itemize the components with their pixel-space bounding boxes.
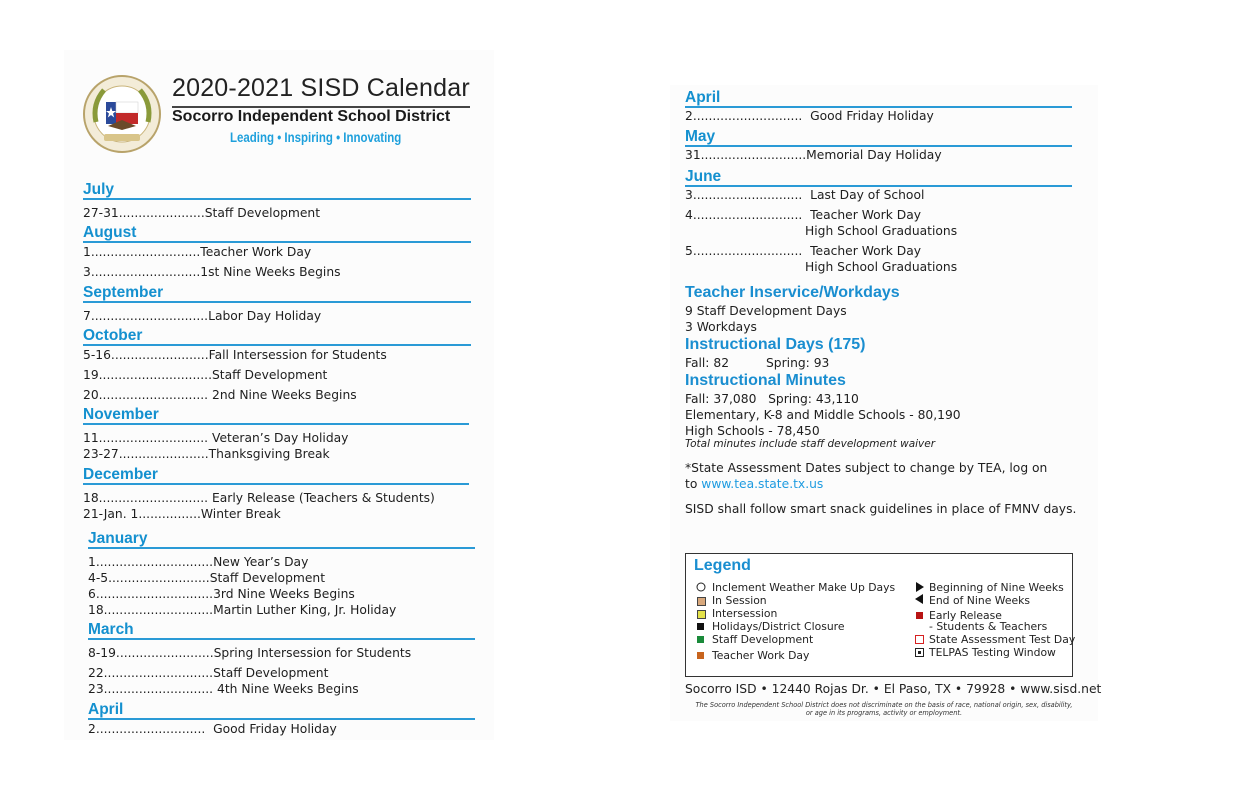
intersession-swatch — [697, 610, 706, 619]
legend-label: Holidays/District Closure — [712, 620, 845, 633]
calendar-entry: 5............................ Teacher Work Day — [685, 244, 922, 258]
legend-label: End of Nine Weeks — [929, 594, 1030, 607]
legend-label: TELPAS Testing Window — [929, 646, 1056, 659]
snack-guideline: SISD shall follow smart snack guidelines in place of FMNV days. — [685, 502, 1077, 516]
assessment-note: *State Assessment Dates subject to change by TEA, log on — [685, 461, 1048, 475]
footer-address: Socorro ISD • 12440 Rojas Dr. • El Paso, TX • 79928 • www.sisd.net — [685, 682, 1102, 696]
month-divider — [83, 344, 471, 346]
nondiscrimination-disclaimer: The Socorro Independent School District does not discriminate on the basis of race, national origin, sex, disability, — [695, 701, 1073, 709]
district-tagline: Leading • Inspiring • Innovating — [230, 129, 402, 145]
calendar-entry: 4............................ Teacher Work Day — [685, 208, 922, 222]
beginning-nine-weeks-arrow-icon — [915, 582, 925, 592]
calendar-entry: 2............................ Good Friday Holiday — [685, 109, 934, 123]
month-heading-april: April — [88, 701, 124, 718]
calendar-entry: 1............................Teacher Work Day — [83, 245, 312, 259]
instructional-minutes-line: Fall: 37,080 Spring: 43,110 — [685, 392, 859, 406]
inservice-heading: Teacher Inservice/Workdays — [685, 284, 900, 301]
instructional-minutes-heading: Instructional Minutes — [685, 372, 846, 389]
month-heading-july: July — [83, 181, 115, 198]
tea-website-link[interactable]: www.tea.state.tx.us — [701, 477, 824, 491]
month-divider — [88, 638, 475, 640]
calendar-entry: 18............................Martin Luther King, Jr. Holiday — [88, 603, 397, 617]
month-divider — [88, 547, 475, 549]
calendar-entry: 6..............................3rd Nine Weeks Begins — [88, 587, 355, 601]
inservice-line: 3 Workdays — [685, 320, 757, 334]
instructional-days-fall: Fall: 82 — [685, 356, 730, 370]
calendar-entry-detail: High School Graduations — [805, 224, 958, 238]
month-divider — [685, 145, 1072, 147]
month-heading-may: May — [685, 128, 716, 145]
calendar-entry: 5-16.........................Fall Intersession for Students — [83, 348, 387, 362]
calendar-entry: 27-31......................Staff Development — [83, 206, 321, 220]
telpas-window-icon — [915, 648, 925, 658]
legend-label: Early Release — [929, 609, 1002, 622]
month-heading-march: March — [88, 621, 134, 638]
assessment-note-line2 — [685, 477, 823, 491]
month-divider — [685, 185, 1072, 187]
calendar-entry: 20............................ 2nd Nine Weeks Begins — [83, 388, 357, 402]
calendar-entry: 18............................ Early Release (Teachers & Students) — [83, 491, 435, 505]
instructional-days-spring: Spring: 93 — [766, 356, 830, 370]
assessment-prefix: to — [685, 477, 702, 491]
legend-label: Inclement Weather Make Up Days — [712, 581, 896, 594]
nondiscrimination-disclaimer-line2: or age in its programs, activity or employment. — [805, 709, 963, 717]
holidays-swatch — [697, 623, 704, 630]
minutes-note: Total minutes include staff development waiver — [685, 438, 936, 450]
calendar-entry: 19.............................Staff Development — [83, 368, 328, 382]
instructional-minutes-line: High Schools - 78,450 — [685, 424, 820, 438]
legend-title: Legend — [694, 557, 751, 574]
legend-label: - Students & Teachers — [929, 620, 1048, 633]
calendar-left-panel — [64, 50, 494, 740]
month-heading-october: October — [83, 327, 143, 344]
month-heading-april: April — [685, 89, 721, 106]
staff-development-swatch — [697, 636, 704, 643]
calendar-entry: 23-27.......................Thanksgiving Break — [83, 447, 330, 461]
calendar-entry: 31...........................Memorial Day Holiday — [685, 148, 942, 162]
legend-label: Intersession — [712, 607, 778, 620]
calendar-entry: 1..............................New Year’s Day — [88, 555, 309, 569]
calendar-entry: 23............................ 4th Nine Weeks Begins — [88, 682, 359, 696]
month-divider — [83, 483, 469, 485]
month-divider — [83, 423, 469, 425]
calendar-entry: 21-Jan. 1................Winter Break — [83, 507, 281, 521]
legend-label: Beginning of Nine Weeks — [929, 581, 1064, 594]
legend-label: In Session — [712, 594, 767, 607]
calendar-entry: 3............................ Last Day of School — [685, 188, 925, 202]
month-heading-june: June — [685, 168, 722, 185]
legend-label: Teacher Work Day — [712, 649, 810, 662]
end-nine-weeks-arrow-icon — [915, 594, 925, 604]
month-heading-january: January — [88, 530, 148, 547]
calendar-entry: 4-5..........................Staff Development — [88, 571, 326, 585]
legend-label: State Assessment Test Day — [929, 633, 1076, 646]
month-divider — [88, 718, 475, 720]
month-heading-november: November — [83, 406, 159, 423]
legend-label: Staff Development — [712, 633, 814, 646]
inservice-line: 9 Staff Development Days — [685, 304, 847, 318]
month-heading-august: August — [83, 224, 137, 241]
month-divider — [685, 106, 1072, 108]
calendar-title: 2020-2021 SISD Calendar — [172, 74, 470, 102]
teacher-work-day-swatch — [697, 652, 704, 659]
month-divider — [83, 241, 471, 243]
state-assessment-swatch — [915, 635, 924, 644]
district-name: Socorro Independent School District — [172, 108, 451, 125]
legend-box — [685, 553, 1076, 677]
calendar-entry: 2............................ Good Friday Holiday — [88, 722, 337, 736]
instructional-days-heading: Instructional Days (175) — [685, 336, 866, 353]
inclement-weather-circle-icon — [696, 582, 706, 592]
calendar-entry: 22............................Staff Development — [88, 666, 329, 680]
month-divider — [83, 301, 471, 303]
calendar-right-panel — [670, 85, 1102, 721]
calendar-entry-detail: High School Graduations — [805, 260, 958, 274]
instructional-minutes-line: Elementary, K-8 and Middle Schools - 80,190 — [685, 408, 961, 422]
in-session-swatch — [697, 597, 706, 606]
calendar-entry: 3............................1st Nine Weeks Begins — [83, 265, 341, 279]
calendar-entry: 7..............................Labor Day Holiday — [83, 309, 322, 323]
month-divider — [83, 198, 471, 200]
month-heading-december: December — [83, 466, 158, 483]
early-release-swatch — [916, 612, 923, 619]
calendar-entry: 11............................ Veteran’s Day Holiday — [83, 431, 349, 445]
calendar-entry: 8-19.........................Spring Intersession for Students — [88, 646, 412, 660]
district-seal-logo — [82, 74, 162, 154]
month-heading-september: September — [83, 284, 164, 301]
